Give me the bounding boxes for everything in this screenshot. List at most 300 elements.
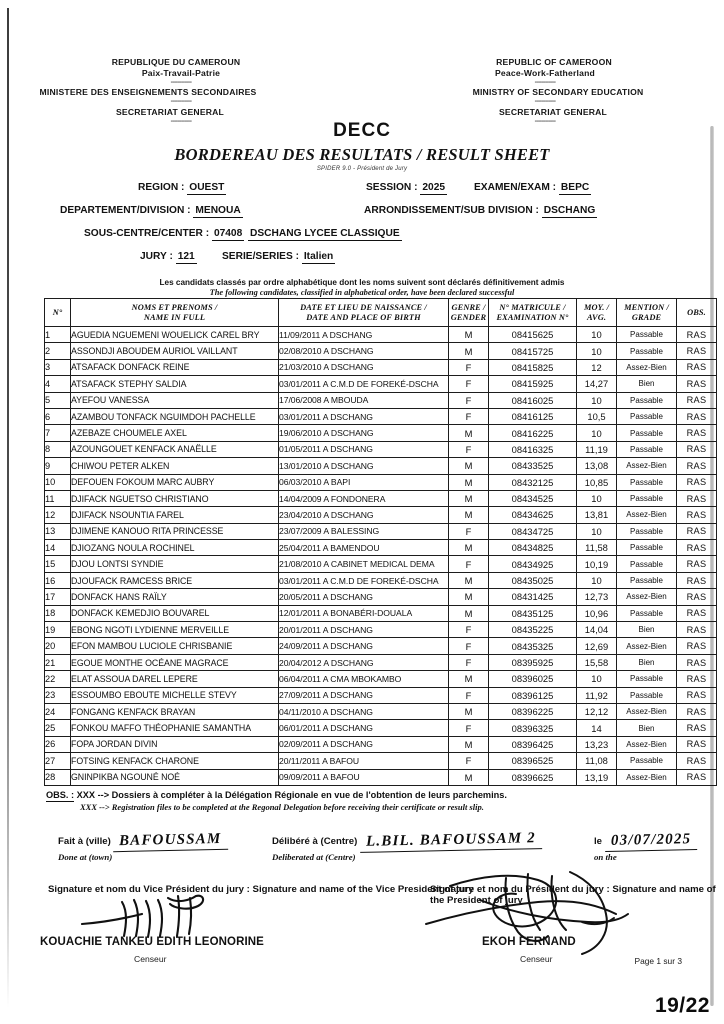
candidate-birth: 11/09/2011 A DSCHANG (279, 327, 449, 343)
table-row (45, 490, 717, 506)
field-exam (474, 182, 591, 195)
candidate-gender: M (449, 671, 489, 687)
candidate-obs: RAS (677, 376, 717, 392)
candidate-average: 10,19 (577, 556, 617, 572)
field-region-value: OUEST (189, 182, 225, 193)
candidate-birth: 02/08/2010 A DSCHANG (279, 343, 449, 359)
candidate-name: EFON MAMBOU LUCIOLE CHRISBANIE (71, 638, 279, 654)
divider-fr-1: ------------ (170, 79, 192, 87)
candidate-obs: RAS (677, 425, 717, 441)
candidate-average: 10 (577, 490, 617, 506)
candidate-birth: 24/09/2011 A DSCHANG (279, 638, 449, 654)
candidate-grade: Passable (617, 441, 677, 457)
candidate-matricule: 08415825 (489, 359, 577, 375)
candidate-gender: M (449, 425, 489, 441)
admission-note-en: The following candidates, classified in alphabetical order, have been declared successful (209, 288, 515, 297)
candidate-birth: 09/09/2011 A BAFOU (279, 769, 449, 785)
candidate-name: AZEBAZE CHOUMELE AXEL (71, 425, 279, 441)
candidate-number: 12 (45, 507, 71, 523)
candidate-birth: 23/04/2010 A DSCHANG (279, 507, 449, 523)
table-row (45, 556, 717, 572)
candidate-name: FONGANG KENFACK BRAYAN (71, 703, 279, 719)
vice-president-role: Censeur (134, 954, 167, 964)
candidate-matricule: 08435125 (489, 605, 577, 621)
field-deliberated-value: L.BIL. BAFOUSSAM 2 (360, 830, 542, 853)
candidate-number: 7 (45, 425, 71, 441)
candidate-number: 1 (45, 327, 71, 343)
candidate-matricule: 08435025 (489, 572, 577, 588)
column-header-matricule: N° MATRICULE / EXAMINATION N° (489, 299, 577, 327)
candidate-gender: F (449, 654, 489, 670)
candidate-gender: F (449, 376, 489, 392)
candidate-matricule: 08434525 (489, 490, 577, 506)
candidate-matricule: 08396025 (489, 671, 577, 687)
field-region (138, 182, 226, 195)
candidate-average: 12 (577, 359, 617, 375)
candidate-birth: 25/04/2011 A BAMENDOU (279, 540, 449, 556)
candidate-birth: 27/09/2011 A DSCHANG (279, 687, 449, 703)
candidate-gender: F (449, 622, 489, 638)
ministry-en: MINISTRY OF SECONDARY EDUCATION (472, 87, 644, 98)
exam-metadata (0, 182, 724, 297)
candidate-gender: F (449, 753, 489, 769)
candidate-name: DJOUFACK RAMCESS BRICE (71, 572, 279, 588)
table-row (45, 605, 717, 621)
candidate-name: FOTSING KENFACK CHARONE (71, 753, 279, 769)
table-row (45, 343, 717, 359)
candidate-matricule: 08435225 (489, 622, 577, 638)
candidate-average: 14,04 (577, 622, 617, 638)
candidate-gender: M (449, 605, 489, 621)
candidate-name: DJIFACK NGUETSO CHRISTIANO (71, 490, 279, 506)
candidate-gender: F (449, 441, 489, 457)
candidate-gender: F (449, 392, 489, 408)
table-row (45, 622, 717, 638)
results-table-body (45, 327, 717, 786)
candidate-matricule: 08396225 (489, 703, 577, 719)
candidate-gender: M (449, 507, 489, 523)
table-row (45, 376, 717, 392)
field-jury-label: JURY : (140, 251, 173, 262)
candidate-name: EBONG NGOTI LYDIENNE MERVEILLE (71, 622, 279, 638)
candidate-name: DJIFACK NSOUNTIA FAREL (71, 507, 279, 523)
candidate-average: 11,19 (577, 441, 617, 457)
candidate-grade: Assez-Bien (617, 507, 677, 523)
candidate-average: 10 (577, 572, 617, 588)
candidate-matricule: 08416225 (489, 425, 577, 441)
candidate-birth: 14/04/2009 A FONDONERA (279, 490, 449, 506)
candidate-gender: M (449, 572, 489, 588)
candidate-matricule: 08395925 (489, 654, 577, 670)
candidate-name: GNINPIKBA NGOUNÉ NOÉ (71, 769, 279, 785)
observations-note (46, 790, 686, 812)
candidate-name: ELAT ASSOUA DAREL LEPERE (71, 671, 279, 687)
candidate-obs: RAS (677, 523, 717, 539)
candidate-gender: F (449, 359, 489, 375)
letterhead-french (36, 56, 326, 127)
field-done-at (58, 832, 228, 862)
candidate-birth: 04/11/2010 A DSCHANG (279, 703, 449, 719)
candidate-obs: RAS (677, 753, 717, 769)
candidate-number: 25 (45, 720, 71, 736)
field-department-value: MENOUA (195, 205, 241, 216)
page-title: BORDEREAU DES RESULTATS / RESULT SHEET (174, 145, 550, 164)
secretariat-fr: SECRETARIAT GENERAL (115, 106, 225, 117)
table-row (45, 638, 717, 654)
field-center-value: 07408 (213, 228, 243, 239)
candidate-birth: 20/04/2012 A DSCHANG (279, 654, 449, 670)
candidate-obs: RAS (677, 687, 717, 703)
field-center-name: DSCHANG LYCEE CLASSIQUE (250, 228, 400, 239)
candidate-obs: RAS (677, 605, 717, 621)
candidate-obs: RAS (677, 458, 717, 474)
candidate-name: ESSOUMBO EBOUTE MICHELLE STEVY (71, 687, 279, 703)
field-department-label: DEPARTEMENT/DIVISION : (60, 205, 191, 216)
president-label-fr: Signature et nom du Président du jury : (430, 884, 610, 895)
candidate-name: ASSONDJI ABOUDEM AURIOL VAILLANT (71, 343, 279, 359)
motto-fr: Paix-Travail-Patrie (141, 68, 221, 79)
candidate-obs: RAS (677, 572, 717, 588)
field-done-at-label-fr: Fait à (ville) (58, 836, 111, 847)
candidate-number: 8 (45, 441, 71, 457)
candidate-obs: RAS (677, 490, 717, 506)
field-subdivision (364, 205, 597, 218)
candidate-name: EGOUE MONTHE OCÉANE MAGRACE (71, 654, 279, 670)
field-done-at-value: BAFOUSSAM (113, 831, 228, 852)
field-session (366, 182, 447, 195)
candidate-birth: 03/01/2011 A C.M.D DE FOREKÉ-DSCHA (279, 376, 449, 392)
president-role: Censeur (520, 954, 553, 964)
candidate-matricule: 08434825 (489, 540, 577, 556)
candidate-number: 5 (45, 392, 71, 408)
vice-president-name: KOUACHIE TANKEU EDITH LEONORINE (40, 936, 264, 948)
candidate-name: AZAMBOU TONFACK NGUIMDOH PACHELLE (71, 408, 279, 424)
motto-en: Peace-Work-Fatherland (494, 68, 596, 79)
candidate-birth: 01/05/2011 A DSCHANG (279, 441, 449, 457)
table-row (45, 408, 717, 424)
candidate-matricule: 08433525 (489, 458, 577, 474)
candidate-grade: Passable (617, 605, 677, 621)
president-label-en: Signature and name of the President of jury (430, 884, 716, 906)
page-number-label: Page 1 sur 3 (634, 956, 682, 966)
candidate-grade: Passable (617, 474, 677, 490)
candidate-number: 26 (45, 736, 71, 752)
table-row (45, 654, 717, 670)
candidate-birth: 03/01/2011 A DSCHANG (279, 408, 449, 424)
meta-row-2 (0, 205, 724, 228)
candidate-name: DJIOZANG NOULA ROCHINEL (71, 540, 279, 556)
candidate-birth: 19/06/2010 A DSCHANG (279, 425, 449, 441)
candidate-matricule: 08415625 (489, 327, 577, 343)
candidate-average: 10,85 (577, 474, 617, 490)
candidate-number: 17 (45, 589, 71, 605)
divider-fr-3: ------------ (170, 117, 192, 125)
candidate-obs: RAS (677, 622, 717, 638)
candidate-gender: M (449, 474, 489, 490)
field-center-label: SOUS-CENTRE/CENTER : (84, 228, 210, 239)
candidate-gender: M (449, 327, 489, 343)
meta-row-4 (0, 251, 724, 274)
candidate-gender: M (449, 458, 489, 474)
candidate-grade: Bien (617, 720, 677, 736)
divider-en-3: ------------ (534, 117, 556, 125)
candidate-obs: RAS (677, 736, 717, 752)
candidate-obs: RAS (677, 589, 717, 605)
table-row (45, 474, 717, 490)
candidate-birth: 20/05/2011 A DSCHANG (279, 589, 449, 605)
field-deliberated-label-fr: Délibéré à (Centre) (272, 836, 358, 847)
candidate-birth: 13/01/2010 A DSCHANG (279, 458, 449, 474)
candidate-average: 13,08 (577, 458, 617, 474)
candidate-gender: M (449, 540, 489, 556)
candidate-grade: Bien (617, 622, 677, 638)
candidate-average: 11,92 (577, 687, 617, 703)
table-row (45, 736, 717, 752)
candidate-grade: Passable (617, 556, 677, 572)
candidate-average: 12,12 (577, 703, 617, 719)
president-name: EKOH FERNAND (482, 936, 576, 948)
candidate-birth: 06/03/2010 A BAPI (279, 474, 449, 490)
table-row (45, 703, 717, 719)
candidate-matricule: 08396625 (489, 769, 577, 785)
candidate-gender: F (449, 687, 489, 703)
candidate-birth: 23/07/2009 A BALESSING (279, 523, 449, 539)
candidate-grade: Passable (617, 687, 677, 703)
vice-president-label-en: Signature and name of the Vice President of jury (252, 884, 474, 895)
candidate-average: 10 (577, 425, 617, 441)
candidate-gender: M (449, 490, 489, 506)
candidate-grade: Passable (617, 425, 677, 441)
field-date (594, 832, 697, 862)
field-jury (140, 251, 197, 264)
candidate-number: 21 (45, 654, 71, 670)
column-header-birth: DATE ET LIEU DE NAISSANCE / DATE AND PLACE OF BIRTH (279, 299, 449, 327)
candidate-average: 15,58 (577, 654, 617, 670)
candidate-grade: Passable (617, 327, 677, 343)
field-session-label: SESSION : (366, 182, 418, 193)
candidate-average: 10 (577, 523, 617, 539)
candidate-number: 11 (45, 490, 71, 506)
field-department (60, 205, 243, 218)
candidate-name: AYEFOU VANESSA (71, 392, 279, 408)
candidate-birth: 17/06/2008 A MBOUDA (279, 392, 449, 408)
observations-text-en: XXX --> Registration files to be completed at the Regonal Delegation before receiving their certificate or result slip. (80, 802, 484, 812)
candidate-number: 15 (45, 556, 71, 572)
candidate-obs: RAS (677, 769, 717, 785)
candidate-number: 2 (45, 343, 71, 359)
divider-fr-2: ------------ (170, 98, 192, 106)
candidate-birth: 12/01/2011 A BONABÉRI-DOUALA (279, 605, 449, 621)
admission-note-fr: Les candidats classés par ordre alphabétique dont les noms suivent sont déclarés définitivement admis (159, 278, 565, 287)
candidate-matricule: 08434725 (489, 523, 577, 539)
ministry-fr: MINISTERE DES ENSEIGNEMENTS SECONDAIRES (39, 87, 257, 98)
candidate-name: ATSAFACK DONFACK REINE (71, 359, 279, 375)
field-session-value: 2025 (422, 182, 446, 193)
table-row (45, 589, 717, 605)
candidate-obs: RAS (677, 343, 717, 359)
candidate-grade: Passable (617, 540, 677, 556)
table-row (45, 441, 717, 457)
candidate-obs: RAS (677, 474, 717, 490)
table-row (45, 458, 717, 474)
column-header-obs: OBS. (677, 299, 717, 327)
candidate-grade: Passable (617, 490, 677, 506)
candidate-average: 10 (577, 671, 617, 687)
candidate-average: 11,08 (577, 753, 617, 769)
column-header-name: NOMS ET PRENOMS / NAME IN FULL (71, 299, 279, 327)
candidate-gender: M (449, 769, 489, 785)
candidate-average: 10,96 (577, 605, 617, 621)
candidate-name: DEFOUEN FOKOUM MARC AUBRY (71, 474, 279, 490)
candidate-number: 19 (45, 622, 71, 638)
candidate-birth: 06/04/2011 A CMA MBOKAMBO (279, 671, 449, 687)
table-row (45, 425, 717, 441)
field-date-value: 03/07/2025 (604, 831, 697, 852)
results-table-head (45, 299, 717, 327)
candidate-number: 14 (45, 540, 71, 556)
results-table (44, 298, 717, 786)
candidate-grade: Passable (617, 572, 677, 588)
results-table-wrapper (44, 298, 707, 786)
candidate-obs: RAS (677, 507, 717, 523)
candidate-obs: RAS (677, 359, 717, 375)
candidate-average: 13,19 (577, 769, 617, 785)
candidate-grade: Bien (617, 376, 677, 392)
table-row (45, 720, 717, 736)
column-header-number: N° (45, 299, 71, 327)
candidate-name: DJIMENE KANOUO RITA PRINCESSE (71, 523, 279, 539)
candidate-obs: RAS (677, 556, 717, 572)
table-row (45, 359, 717, 375)
candidate-obs: RAS (677, 441, 717, 457)
table-header-row (45, 299, 717, 327)
candidate-birth: 21/03/2010 A DSCHANG (279, 359, 449, 375)
candidate-name: DJOU LONTSI SYNDIE (71, 556, 279, 572)
candidate-gender: F (449, 720, 489, 736)
candidate-number: 18 (45, 605, 71, 621)
candidate-matricule: 08416125 (489, 408, 577, 424)
table-row (45, 572, 717, 588)
candidate-average: 11,58 (577, 540, 617, 556)
country-name-fr: REPUBLIQUE DU CAMEROUN (111, 57, 241, 67)
candidate-name: DONFACK KEMEDJIO BOUVAREL (71, 605, 279, 621)
secretariat-en: SECRETARIAT GENERAL (498, 106, 608, 117)
candidate-number: 22 (45, 671, 71, 687)
table-row (45, 540, 717, 556)
candidate-number: 16 (45, 572, 71, 588)
candidate-matricule: 08415925 (489, 376, 577, 392)
field-done-at-label-en: Done at (town) (58, 852, 113, 862)
candidate-gender: F (449, 408, 489, 424)
software-signature: SPIDER 9.0 - Président de Jury (316, 166, 408, 172)
candidate-average: 10 (577, 327, 617, 343)
country-name-en: REPUBLIC OF CAMEROON (496, 57, 612, 67)
divider-en-1: ------------ (534, 79, 556, 87)
candidate-number: 9 (45, 458, 71, 474)
table-row (45, 769, 717, 785)
viewer-page-indicator: 19/22 (654, 994, 710, 1017)
candidate-gender: M (449, 589, 489, 605)
candidate-obs: RAS (677, 654, 717, 670)
candidate-birth: 03/01/2011 A C.M.D DE FOREKÉ-DSCHA (279, 572, 449, 588)
candidate-birth: 21/08/2010 A CABINET MEDICAL DEMA (279, 556, 449, 572)
field-series-label: SERIE/SERIES : (222, 251, 299, 262)
candidate-obs: RAS (677, 327, 717, 343)
candidate-average: 12,69 (577, 638, 617, 654)
candidate-name: CHIWOU PETER ALKEN (71, 458, 279, 474)
candidate-grade: Assez-Bien (617, 769, 677, 785)
candidate-name: FONKOU MAFFO THÉOPHANIE SAMANTHA (71, 720, 279, 736)
candidate-name: AZOUNGOUET KENFACK ANAËLLE (71, 441, 279, 457)
candidate-matricule: 08396325 (489, 720, 577, 736)
candidate-grade: Passable (617, 753, 677, 769)
candidate-grade: Assez-Bien (617, 458, 677, 474)
candidate-average: 13,23 (577, 736, 617, 752)
candidate-average: 10 (577, 343, 617, 359)
candidate-obs: RAS (677, 671, 717, 687)
candidate-number: 27 (45, 753, 71, 769)
field-series (222, 251, 335, 264)
candidate-average: 13,81 (577, 507, 617, 523)
field-jury-value: 121 (177, 251, 195, 262)
meta-row-1 (0, 182, 724, 205)
candidate-grade: Bien (617, 654, 677, 670)
candidate-gender: M (449, 343, 489, 359)
exam-body-code: DECC (333, 120, 391, 141)
candidate-number: 6 (45, 408, 71, 424)
column-header-grade: MENTION / GRADE (617, 299, 677, 327)
field-subdivision-value: DSCHANG (543, 205, 596, 216)
candidate-number: 3 (45, 359, 71, 375)
candidate-grade: Assez-Bien (617, 589, 677, 605)
candidate-gender: F (449, 556, 489, 572)
letterhead-english (400, 56, 690, 127)
candidate-matricule: 08396125 (489, 687, 577, 703)
candidate-number: 13 (45, 523, 71, 539)
candidate-matricule: 08416325 (489, 441, 577, 457)
table-row (45, 753, 717, 769)
field-exam-value: BEPC (560, 182, 590, 193)
field-date-label-fr: le (594, 836, 603, 847)
candidate-name: DONFACK HANS RAÏLY (71, 589, 279, 605)
candidate-name: ATSAFACK STEPHY SALDIA (71, 376, 279, 392)
candidate-obs: RAS (677, 408, 717, 424)
candidate-number: 28 (45, 769, 71, 785)
candidate-number: 10 (45, 474, 71, 490)
title-block (0, 117, 724, 172)
candidate-birth: 20/01/2011 A DSCHANG (279, 622, 449, 638)
candidate-grade: Passable (617, 671, 677, 687)
field-subdivision-label: ARRONDISSEMENT/SUB DIVISION : (364, 205, 539, 216)
candidate-grade: Passable (617, 523, 677, 539)
candidate-obs: RAS (677, 720, 717, 736)
candidate-grade: Passable (617, 343, 677, 359)
observations-line-fr (46, 790, 686, 800)
column-header-gender: GENRE / GENDER (449, 299, 489, 327)
candidate-name: FOPA JORDAN DIVIN (71, 736, 279, 752)
candidate-grade: Assez-Bien (617, 703, 677, 719)
candidate-obs: RAS (677, 638, 717, 654)
candidate-average: 10,5 (577, 408, 617, 424)
table-row (45, 507, 717, 523)
field-deliberated-at (272, 832, 542, 862)
candidate-matricule: 08434925 (489, 556, 577, 572)
candidate-birth: 06/01/2011 A DSCHANG (279, 720, 449, 736)
observations-label: OBS. : (46, 790, 75, 800)
candidate-gender: F (449, 523, 489, 539)
vice-president-label-fr: Signature et nom du Vice Président du jury : (48, 884, 250, 895)
candidate-matricule: 08396525 (489, 753, 577, 769)
